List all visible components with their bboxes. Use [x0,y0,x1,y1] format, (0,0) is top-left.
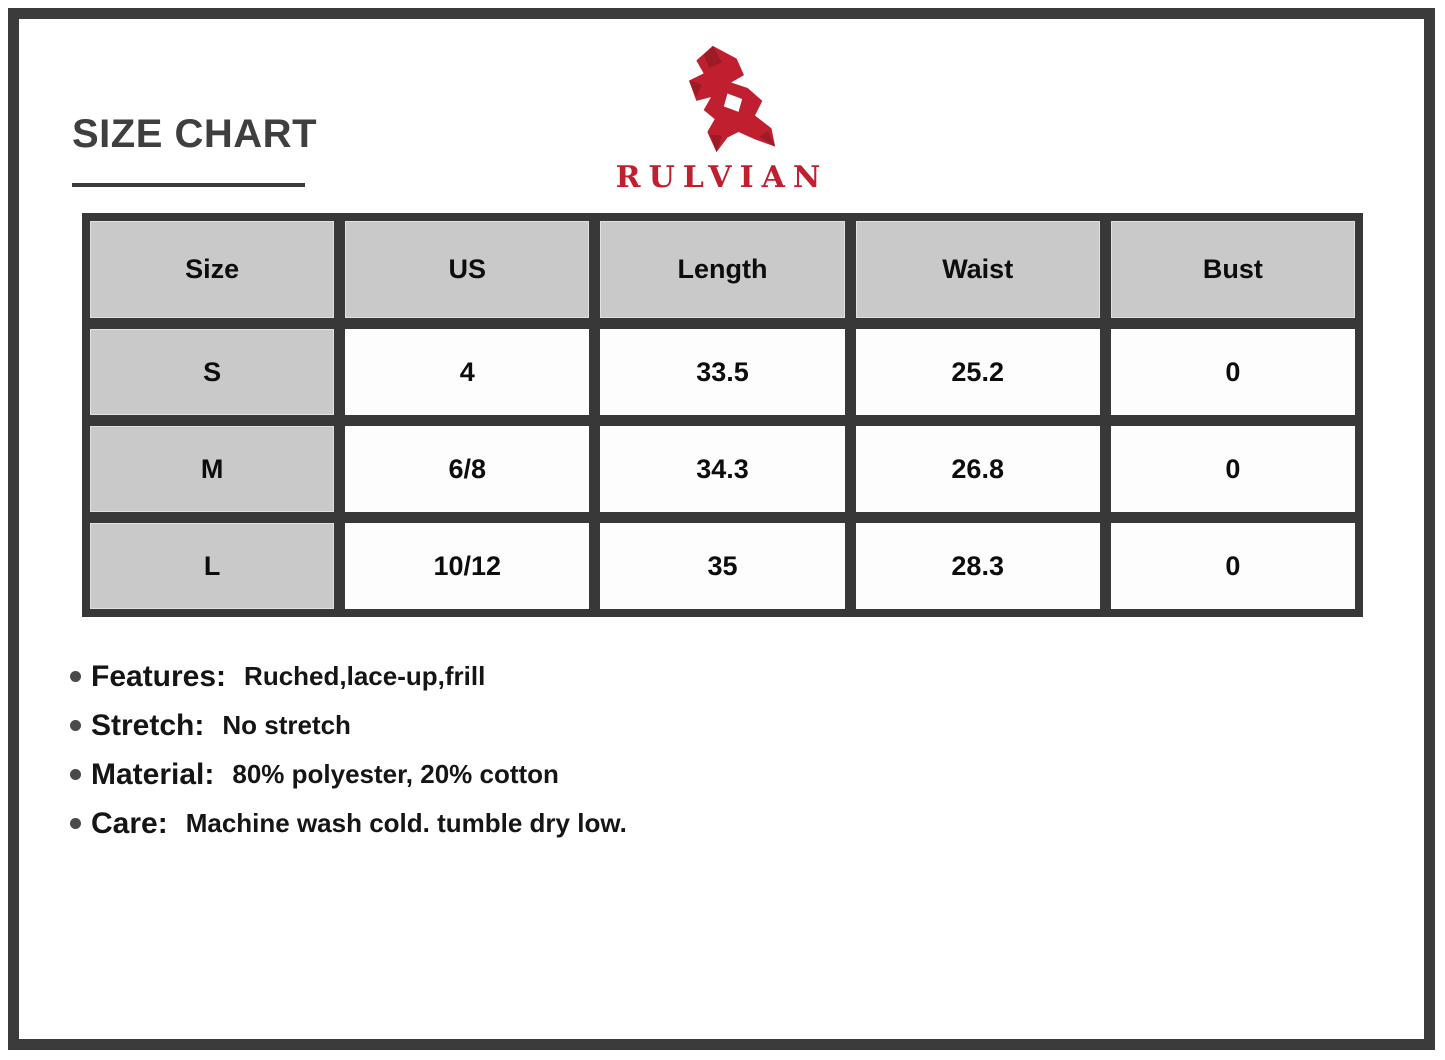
col-header-us: US [345,221,589,318]
cell-l-bust: 0 [1111,523,1355,609]
rulvian-r-logo-icon [667,40,777,158]
cell-l-us: 10/12 [345,523,589,609]
brand-wordmark: RULVIAN [615,160,829,195]
row-label-l: L [90,523,334,609]
detail-value: No stretch [222,710,351,740]
title-underline [72,183,305,187]
detail-value: 80% polyester, 20% cotton [232,759,559,789]
cell-l-length: 35 [600,523,844,609]
cell-s-waist: 25.2 [856,329,1100,415]
page-title: SIZE CHART [72,112,317,156]
row-label-m: M [90,426,334,512]
cell-l-waist: 28.3 [856,523,1100,609]
cell-s-bust: 0 [1111,329,1355,415]
detail-label: Care: [91,806,168,840]
detail-care [70,799,627,848]
detail-stretch [70,701,627,750]
row-label-s: S [90,329,334,415]
detail-label: Features: [91,659,227,693]
col-header-size: Size [90,221,334,318]
bullet-icon [70,720,81,731]
col-header-bust: Bust [1111,221,1355,318]
col-header-waist: Waist [856,221,1100,318]
cell-s-length: 33.5 [600,329,844,415]
cell-m-bust: 0 [1111,426,1355,512]
detail-value: Ruched,lace-up,frill [244,661,486,691]
brand-block [572,40,872,195]
bullet-icon [70,769,81,780]
cell-m-waist: 26.8 [856,426,1100,512]
product-details-list [70,652,627,848]
bullet-icon [70,818,81,829]
cell-m-us: 6/8 [345,426,589,512]
cell-s-us: 4 [345,329,589,415]
detail-value: Machine wash cold. tumble dry low. [185,808,627,838]
detail-label: Stretch: [91,708,205,742]
cell-m-length: 34.3 [600,426,844,512]
bullet-icon [70,671,81,682]
detail-material [70,750,627,799]
size-chart-table [82,213,1363,617]
detail-label: Material: [91,757,215,791]
col-header-length: Length [600,221,844,318]
detail-features [70,652,627,701]
